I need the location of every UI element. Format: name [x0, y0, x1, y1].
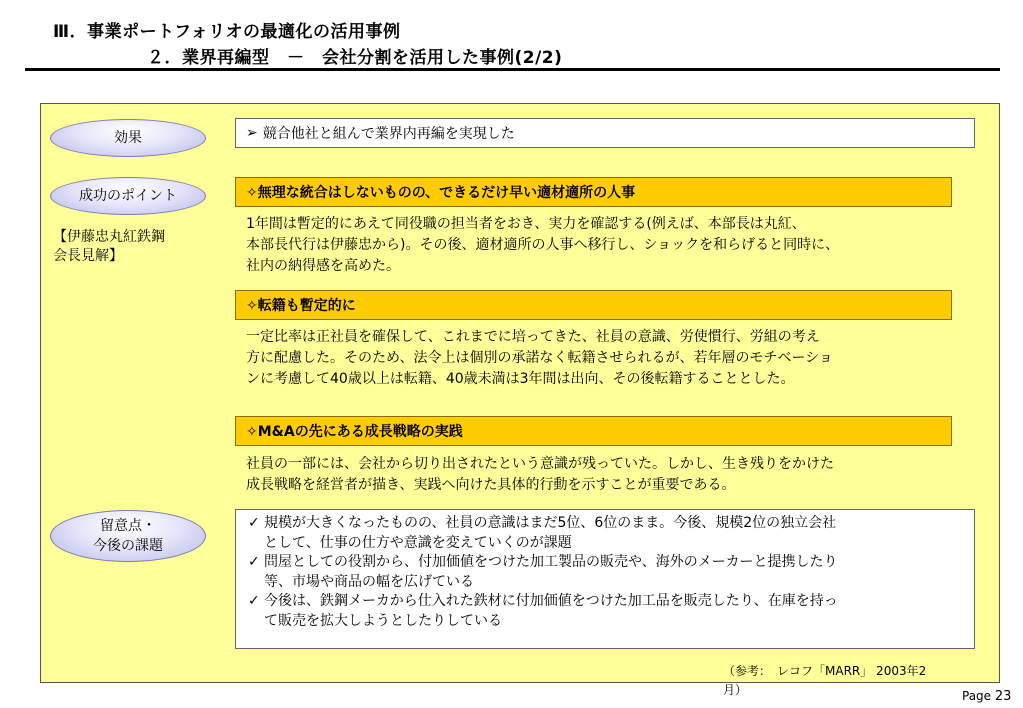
point-heading-3: ✧M&Aの先にある成長戦略の実践 — [235, 416, 952, 446]
source-note-line: 【伊藤忠丸紅鉄鋼 — [53, 229, 165, 245]
effect-text: 競合他社と組んで業界内再編を実現した — [262, 126, 515, 142]
success-label-oval — [50, 177, 206, 215]
check-icon: ✓ — [248, 515, 260, 531]
notes-item-line: 等、市場や商品の幅を広げている — [264, 573, 474, 590]
point-body-line: 1年間は暫定的にあえて同役職の担当者をおき、実力を確認する(例えば、本部長は丸紅、 — [246, 216, 806, 232]
notes-item-line: 規模が大きくなったものの、社員の意識はまだ5位、6位のまま。今後、規模2位の独立会社 — [264, 515, 837, 531]
page-title-line1: Ⅲ．事業ポートフォリオの最適化の活用事例 — [53, 22, 401, 42]
arrow-bullet-icon: ➢ — [246, 125, 258, 141]
point-body-line: 方に配慮した。そのため、法令上は個別の承諾なく転籍させられるが、若年層のモチベーショ — [246, 350, 833, 366]
notes-item-line: 今後は、鉄鋼メーカから仕入れた鉄材に付加価値をつけた加工品を販売したり、在庫を持っ — [264, 593, 838, 609]
point-body-line: 社内の納得感を高めた。 — [246, 258, 400, 274]
check-icon: ✓ — [248, 593, 260, 609]
point-body-line: ンに考慮して40歳以上は転籍、40歳未満は3年間は出向、その後転籍することとした。 — [246, 371, 795, 387]
notes-list-item — [248, 553, 966, 592]
page-label: Page — [962, 689, 992, 703]
page-number — [962, 689, 1011, 704]
point-body-2 — [246, 327, 966, 390]
notes-box — [235, 509, 975, 649]
check-icon: ✓ — [248, 554, 260, 570]
point-body-1 — [246, 214, 966, 277]
effect-label-oval — [50, 119, 206, 157]
point-body-line: 本部長代行は伊藤忠から)。その後、適材適所の人事へ移行し、ショックを和らげると同時に、 — [246, 237, 840, 253]
point-heading-2: ✧転籍も暫定的に — [235, 290, 952, 320]
source-note-line: 会長見解】 — [53, 248, 123, 264]
title-underline — [25, 68, 1000, 71]
notes-item-line: として、仕事の仕方や意識を変えていくのが課題 — [264, 534, 572, 551]
point-body-line: 成長戦略を経営者が描き、実践へ向けた具体的行動を示すことが重要である。 — [246, 477, 736, 493]
success-label: 成功のポイント — [79, 188, 177, 204]
reference-note — [723, 662, 963, 700]
effect-box — [235, 118, 975, 148]
point-body-3 — [246, 454, 966, 496]
notes-list — [236, 510, 974, 635]
page-title-line2: ２．業界再編型 － 会社分割を活用した事例(2/2) — [147, 48, 563, 68]
notes-list-item — [248, 592, 966, 631]
notes-label-oval — [50, 510, 206, 562]
source-note — [53, 228, 165, 266]
notes-label-line: 今後の課題 — [93, 538, 163, 554]
reference-line: （参考： レコフ「MARR」 2003年2 — [723, 664, 927, 678]
notes-list-item — [248, 514, 966, 553]
page-number-value: 23 — [994, 689, 1012, 704]
notes-item-line: 問屋としての役割から、付加価値をつけた加工製品の販売や、海外のメーカーと提携したり — [264, 554, 838, 570]
point-heading-1: ✧無理な統合はしないものの、できるだけ早い適材適所の人事 — [235, 177, 952, 207]
effect-label: 効果 — [114, 130, 142, 146]
reference-line: 月） — [723, 683, 748, 697]
point-body-line: 一定比率は正社員を確保して、これまでに培ってきた、社員の意識、労使慣行、労組の考え — [246, 329, 820, 345]
notes-label-line: 留意点・ — [100, 518, 156, 534]
notes-item-line: て販売を拡大しようとしたりしている — [264, 612, 502, 629]
point-body-line: 社員の一部には、会社から切り出されたという意識が残っていた。しかし、生き残りをかけた — [246, 456, 834, 472]
